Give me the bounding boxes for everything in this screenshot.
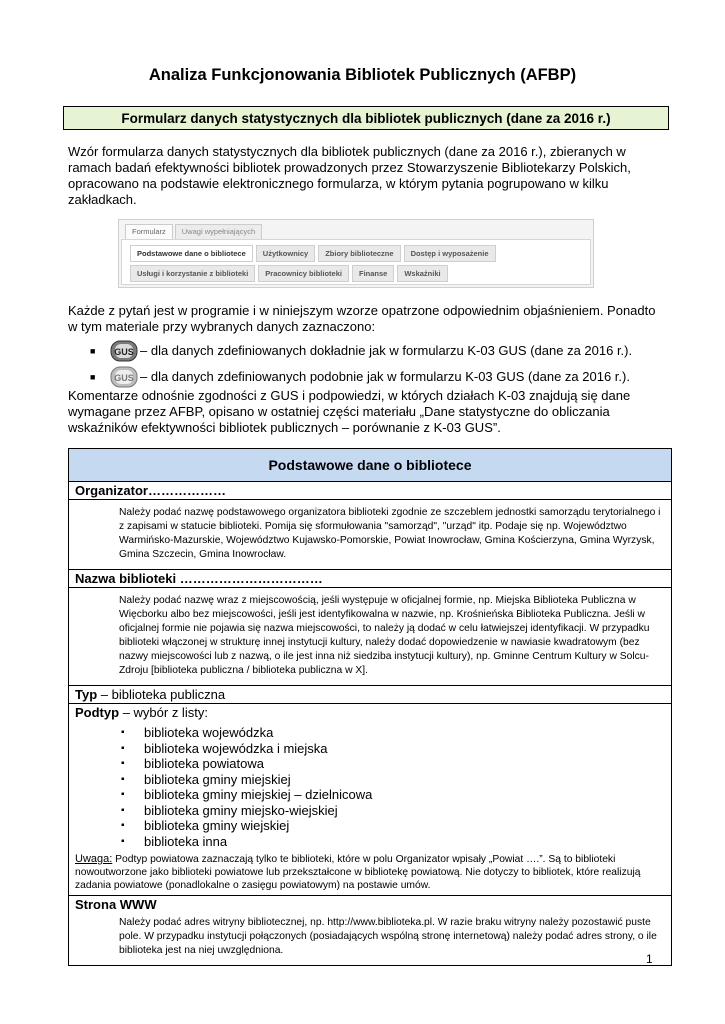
field-www-label: Strona WWW — [75, 897, 157, 912]
screenshot-tab-uslugi: Usługi i korzystanie z biblioteki — [130, 265, 255, 282]
screenshot-tab-row-1 — [130, 245, 496, 262]
marker-exact-text: – dla danych zdefiniowanych dokładnie jak w formularzu K-03 GUS (dane za 2016 r.). — [140, 343, 633, 358]
svg-text:GUS: GUS — [114, 373, 134, 383]
screenshot-top-tabs — [125, 224, 262, 239]
screenshot-tab-wskazniki: Wskaźniki — [397, 265, 447, 282]
list-item: ▪ biblioteka gminy miejsko-wiejskiej — [144, 803, 671, 819]
intro-paragraph: Wzór formularza danych statystycznych dla bibliotek publicznych (dane za 2016 r.), zbieranych w ramach badań efektywności bibliotek prowadzonych przez Stowarzyszenie Bibliotekarzy Polskich, opracowano na podstawie elektronicznego formularza, w którym pytania pogrupowano w kilku zakładkach. — [68, 144, 631, 207]
field-typ-label: Typ — [75, 687, 98, 702]
screenshot-tab-dostep: Dostęp i wyposażenie — [404, 245, 496, 262]
screenshot-tab-uzytkownicy: Użytkownicy — [256, 245, 315, 262]
list-item: ▪ biblioteka gminy miejskiej — [144, 772, 671, 788]
podtyp-note-label: Uwaga: — [75, 853, 113, 865]
gus-dark-icon — [110, 340, 138, 362]
screenshot-tab-podstawowe: Podstawowe dane o bibliotece — [130, 245, 253, 262]
form-subtitle — [63, 106, 669, 130]
screenshot-tab-row-2 — [130, 265, 448, 282]
podtyp-note — [69, 849, 671, 895]
field-www — [69, 896, 672, 966]
screenshot-tab-uwagi: Uwagi wypełniających — [175, 224, 262, 239]
marker-item-similar — [68, 366, 668, 388]
svg-text:GUS: GUS — [114, 347, 134, 357]
markers-intro-paragraph: Każde z pytań jest w programie i w niniejszym wzorze opatrzone odpowiednim objaśnieniem. Ponadto w tym materiale przy wybranych danych zaznaczono: — [68, 303, 656, 334]
field-nazwa — [69, 570, 672, 588]
field-organizator-desc: Należy podać nazwę podstawowego organizatora biblioteki zgodnie ze szczeblem jednostki samorządu terytorialnego i z zapisami w statucie biblioteki. Pomija się sformułowania "samorząd", "urząd" itp. Podaje się np. Województwo Warmińsko-Mazurskie, Województwo Kujawsko-Pomorskie, Powiat Inowrocław, Gmina Kościerzyna, Gmina Wyrzysk, Gmina Szczecin, Gmina Inowrocław. — [119, 507, 661, 560]
list-item: ▪ biblioteka gminy miejskiej – dzielnicowa — [144, 787, 671, 803]
field-podtyp-row — [69, 704, 671, 721]
list-item: ▪ biblioteka powiatowa — [144, 756, 671, 772]
field-www-desc: Należy podać adres witryny bibliotecznej, np. http://www.biblioteka.pl. W razie braku witryny należy pozostawić puste pole. W przypadku instytucji połączonych (posiadających wspólną stronę internetową) należy podać adres strony, o ile biblioteka jest na niej uwzględniona. — [119, 917, 657, 956]
field-typ-value: – biblioteka publiczna — [100, 687, 226, 702]
document-title: Analiza Funkcjonowania Bibliotek Publicznych (AFBP) — [148, 66, 577, 84]
field-podtyp — [69, 704, 672, 896]
podtyp-note-text: Podtyp powiatowa zaznaczają tylko te biblioteki, które w polu Organizator wpisały „Powiat ….”. Są to biblioteki nowoutworzone jako biblioteki powiatowe lub przekształcone w bibliotekę powiatową. Nie dotyczy to bibliotek, które realizują zadania powiatowe (ponadlokalne o zasięgu powiatowym) na postawie umów. — [75, 854, 641, 891]
field-podtyp-label: Podtyp — [75, 705, 120, 720]
bullet-icon: ■ — [90, 372, 96, 382]
gus-light-icon — [110, 366, 138, 388]
field-podtyp-value: – wybór z listy: — [122, 705, 208, 720]
list-item: ▪ biblioteka gminy wiejskiej — [144, 818, 671, 834]
basic-data-table — [68, 448, 672, 966]
field-nazwa-help — [69, 588, 672, 686]
screenshot-tab-zbiory: Zbiory biblioteczne — [318, 245, 400, 262]
field-nazwa-desc: Należy podać nazwę wraz z miejscowością, jeśli występuje w oficjalnej formie, np. Miejska Biblioteka Publiczna w Więcborku albo bez miejscowości, jeśli jest identyfikowalna w nazwie, np. Krośnieńska Biblioteka Publiczna. Jeśli w oficjalnej formie nie pojawia się nazwa miejscowości, to należy ją dodać w celu łatwiejszej identyfikacji. W przypadku biblioteki włączonej w strukturę innej instytucji kultury, należy dodać dopowiedzenie w nawiasie kwadratowym (bez nazwy miejscowości lub z nazwą, o ile jest inna niż siedziba instytucji kultury), np. Gminne Centrum Kultury w Solcu-Zdroju [biblioteka publiczna / biblioteka publiczna w X]. — [119, 595, 650, 676]
screenshot-tab-finanse: Finanse — [352, 265, 394, 282]
form-tabs-screenshot — [118, 219, 594, 288]
marker-item-exact — [68, 340, 668, 362]
marker-similar-text: – dla danych zdefiniowanych podobnie jak w formularzu K-03 GUS (dane za 2016 r.). — [140, 369, 630, 384]
field-organizator-label: Organizator……………… — [75, 483, 226, 498]
comments-paragraph: Komentarze odnośnie zgodności z GUS i podpowiedzi, w których działach K-03 znajdują się dane wymagane przez AFBP, opisano w ostatniej części materiału „Dane statystyczne do obliczania wskaźników efektywności bibliotek publicznych – porównanie z K-03 GUS”. — [68, 388, 631, 435]
list-item: ▪ biblioteka inna — [144, 834, 671, 850]
screenshot-panel — [121, 239, 591, 285]
table-heading: Podstawowe dane o bibliotece — [69, 449, 672, 482]
field-nazwa-label: Nazwa biblioteki …………………………… — [75, 571, 323, 586]
field-organizator-help — [69, 500, 672, 570]
page-number: 1 — [646, 952, 653, 966]
field-typ-row — [69, 686, 671, 703]
list-item: ▪ biblioteka wojewódzka — [144, 725, 671, 741]
field-organizator — [69, 482, 672, 500]
screenshot-tab-pracownicy: Pracownicy biblioteki — [258, 265, 349, 282]
field-typ — [69, 686, 672, 704]
podtyp-options-list — [69, 725, 671, 849]
screenshot-tab-formularz: Formularz — [125, 224, 173, 239]
bullet-icon: ■ — [90, 346, 96, 356]
form-subtitle-text: Formularz danych statystycznych dla bibliotek publicznych (dane za 2016 r.) — [121, 110, 611, 126]
list-item: ▪ biblioteka wojewódzka i miejska — [144, 741, 671, 757]
